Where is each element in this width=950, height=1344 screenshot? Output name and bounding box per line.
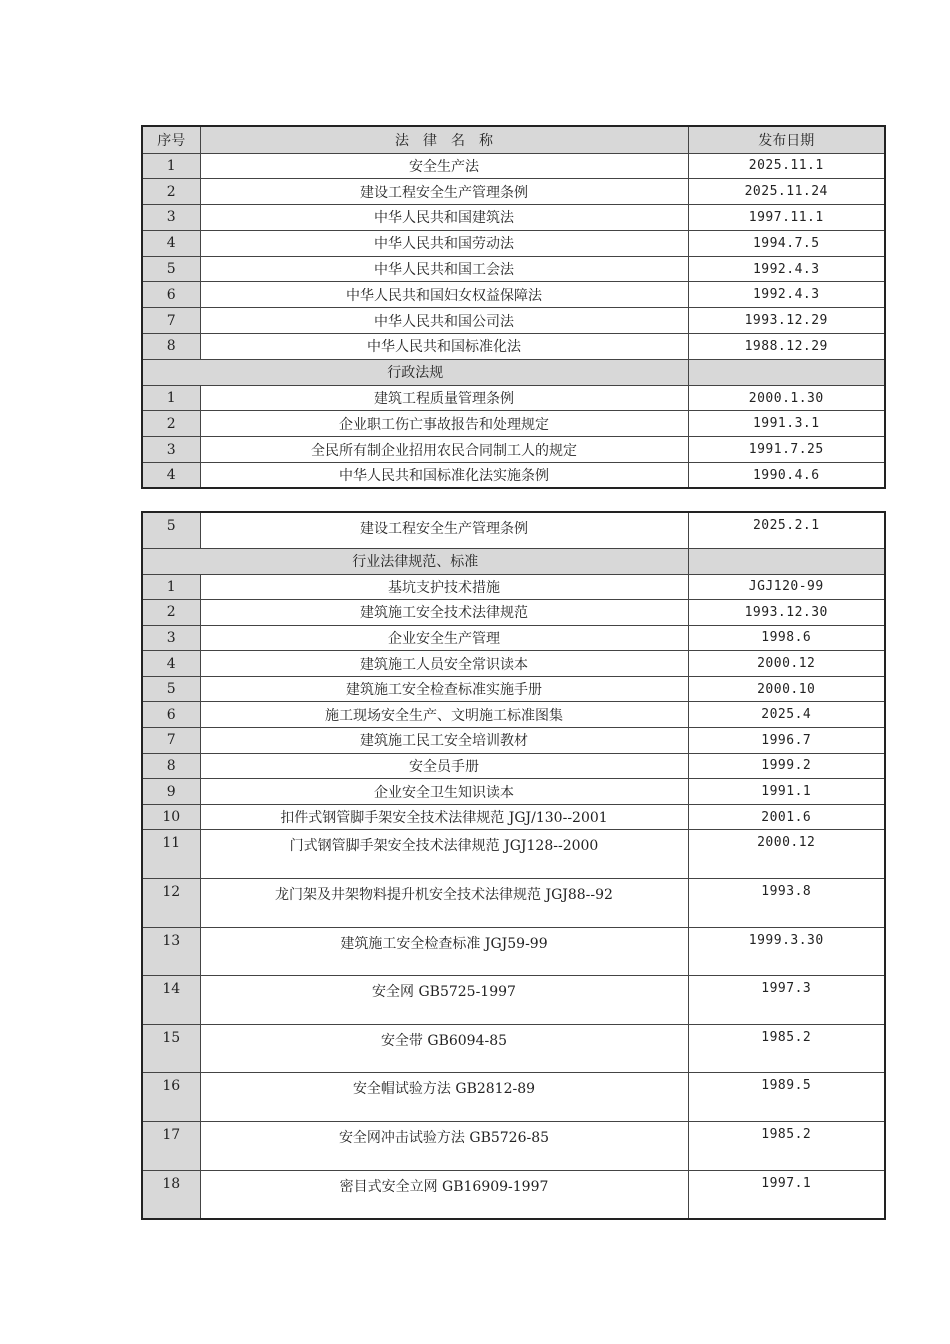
row-date: 1985.2 bbox=[688, 1024, 885, 1073]
row-number: 4 bbox=[142, 463, 200, 489]
row-name: 扣件式钢管脚手架安全技术法律规范 JGJ/130--2001 bbox=[200, 804, 688, 830]
row-date: 1990.4.6 bbox=[688, 463, 885, 489]
row-date: 2025.11.24 bbox=[688, 179, 885, 205]
row-date: 2000.1.30 bbox=[688, 385, 885, 411]
table-row bbox=[142, 308, 885, 334]
row-number: 5 bbox=[142, 512, 200, 548]
section-row bbox=[142, 548, 885, 574]
row-name: 基坑支护技术措施 bbox=[200, 574, 688, 600]
row-date: 1997.11.1 bbox=[688, 205, 885, 231]
row-name: 安全网 GB5725-1997 bbox=[200, 976, 688, 1025]
section-title: 行政法规 bbox=[142, 359, 688, 385]
table-row bbox=[142, 1073, 885, 1122]
row-name: 安全生产法 bbox=[200, 153, 688, 179]
table-row bbox=[142, 728, 885, 754]
row-date: 2000.12 bbox=[688, 830, 885, 879]
row-number: 6 bbox=[142, 282, 200, 308]
table-row bbox=[142, 804, 885, 830]
table-row bbox=[142, 753, 885, 779]
row-name: 企业安全生产管理 bbox=[200, 625, 688, 651]
row-date: 1993.12.30 bbox=[688, 600, 885, 626]
row-name: 密目式安全立网 GB16909-1997 bbox=[200, 1170, 688, 1219]
row-number: 1 bbox=[142, 574, 200, 600]
row-name: 建筑施工安全检查标准 JGJ59-99 bbox=[200, 927, 688, 976]
row-number: 8 bbox=[142, 334, 200, 360]
row-name: 中华人民共和国建筑法 bbox=[200, 205, 688, 231]
row-date: 2025.11.1 bbox=[688, 153, 885, 179]
row-number: 18 bbox=[142, 1170, 200, 1219]
row-number: 2 bbox=[142, 179, 200, 205]
row-name: 企业职工伤亡事故报告和处理规定 bbox=[200, 411, 688, 437]
row-name: 施工现场安全生产、文明施工标准图集 bbox=[200, 702, 688, 728]
row-name: 中华人民共和国妇女权益保障法 bbox=[200, 282, 688, 308]
table-row bbox=[142, 385, 885, 411]
row-date: 1991.3.1 bbox=[688, 411, 885, 437]
table-row bbox=[142, 574, 885, 600]
table-row bbox=[142, 779, 885, 805]
row-number: 9 bbox=[142, 779, 200, 805]
table-row bbox=[142, 334, 885, 360]
row-date: 1992.4.3 bbox=[688, 282, 885, 308]
row-name: 门式钢管脚手架安全技术法律规范 JGJ128--2000 bbox=[200, 830, 688, 879]
row-number: 5 bbox=[142, 256, 200, 282]
table-row bbox=[142, 927, 885, 976]
row-date: 1989.5 bbox=[688, 1073, 885, 1122]
row-date: 2025.4 bbox=[688, 702, 885, 728]
table-row bbox=[142, 600, 885, 626]
row-number: 15 bbox=[142, 1024, 200, 1073]
header-name: 法 律 名 称 bbox=[200, 126, 688, 153]
row-name: 安全带 GB6094-85 bbox=[200, 1024, 688, 1073]
row-name: 安全帽试验方法 GB2812-89 bbox=[200, 1073, 688, 1122]
row-date: 1998.6 bbox=[688, 625, 885, 651]
header-num: 序号 bbox=[142, 126, 200, 153]
row-name: 安全员手册 bbox=[200, 753, 688, 779]
row-date: 1992.4.3 bbox=[688, 256, 885, 282]
row-date: 1997.1 bbox=[688, 1170, 885, 1219]
row-number: 3 bbox=[142, 625, 200, 651]
table-row bbox=[142, 676, 885, 702]
row-name: 建筑施工民工安全培训教材 bbox=[200, 728, 688, 754]
row-number: 8 bbox=[142, 753, 200, 779]
row-name: 中华人民共和国劳动法 bbox=[200, 230, 688, 256]
table-row bbox=[142, 437, 885, 463]
row-date: 1988.12.29 bbox=[688, 334, 885, 360]
table-row bbox=[142, 702, 885, 728]
table-row bbox=[142, 205, 885, 231]
row-number: 3 bbox=[142, 205, 200, 231]
row-number: 5 bbox=[142, 676, 200, 702]
row-date: 1993.12.29 bbox=[688, 308, 885, 334]
row-date: 1996.7 bbox=[688, 728, 885, 754]
row-name: 中华人民共和国工会法 bbox=[200, 256, 688, 282]
row-name: 中华人民共和国标准化法 bbox=[200, 334, 688, 360]
table-row bbox=[142, 179, 885, 205]
table-row bbox=[142, 976, 885, 1025]
row-name: 全民所有制企业招用农民合同制工人的规定 bbox=[200, 437, 688, 463]
table-row bbox=[142, 1122, 885, 1171]
row-name: 中华人民共和国公司法 bbox=[200, 308, 688, 334]
row-number: 4 bbox=[142, 651, 200, 677]
row-number: 6 bbox=[142, 702, 200, 728]
table-row bbox=[142, 1170, 885, 1219]
row-name: 建设工程安全生产管理条例 bbox=[200, 512, 688, 548]
row-number: 12 bbox=[142, 879, 200, 928]
row-name: 中华人民共和国标准化法实施条例 bbox=[200, 463, 688, 489]
table-row bbox=[142, 411, 885, 437]
row-date: 2000.12 bbox=[688, 651, 885, 677]
row-number: 16 bbox=[142, 1073, 200, 1122]
section-title: 行业法律规范、标准 bbox=[142, 548, 688, 574]
table1-body bbox=[142, 126, 885, 488]
row-date: 1994.7.5 bbox=[688, 230, 885, 256]
table-row bbox=[142, 879, 885, 928]
table-row bbox=[142, 230, 885, 256]
row-date: 2001.6 bbox=[688, 804, 885, 830]
row-number: 1 bbox=[142, 153, 200, 179]
table-row bbox=[142, 463, 885, 489]
row-number: 3 bbox=[142, 437, 200, 463]
row-name: 安全网冲击试验方法 GB5726-85 bbox=[200, 1122, 688, 1171]
row-number: 7 bbox=[142, 728, 200, 754]
table-row bbox=[142, 282, 885, 308]
row-number: 2 bbox=[142, 411, 200, 437]
table-row bbox=[142, 651, 885, 677]
row-name: 建筑施工安全检查标准实施手册 bbox=[200, 676, 688, 702]
row-name: 企业安全卫生知识读本 bbox=[200, 779, 688, 805]
row-number: 1 bbox=[142, 385, 200, 411]
table-header-row bbox=[142, 126, 885, 153]
row-name: 建筑施工安全技术法律规范 bbox=[200, 600, 688, 626]
table-row bbox=[142, 512, 885, 548]
header-date: 发布日期 bbox=[688, 126, 885, 153]
section-date-blank bbox=[688, 548, 885, 574]
row-date: 1997.3 bbox=[688, 976, 885, 1025]
table-row bbox=[142, 830, 885, 879]
row-date: 1993.8 bbox=[688, 879, 885, 928]
table-row bbox=[142, 256, 885, 282]
row-date: 1999.3.30 bbox=[688, 927, 885, 976]
row-date: JGJ120-99 bbox=[688, 574, 885, 600]
row-number: 10 bbox=[142, 804, 200, 830]
row-date: 1991.1 bbox=[688, 779, 885, 805]
row-number: 7 bbox=[142, 308, 200, 334]
table2-body bbox=[142, 512, 885, 1219]
row-date: 2025.2.1 bbox=[688, 512, 885, 548]
row-name: 建筑工程质量管理条例 bbox=[200, 385, 688, 411]
row-date: 1985.2 bbox=[688, 1122, 885, 1171]
row-number: 4 bbox=[142, 230, 200, 256]
row-date: 1991.7.25 bbox=[688, 437, 885, 463]
table-row bbox=[142, 153, 885, 179]
section-row bbox=[142, 359, 885, 385]
row-number: 14 bbox=[142, 976, 200, 1025]
row-number: 2 bbox=[142, 600, 200, 626]
laws-table-part-1 bbox=[141, 125, 886, 489]
table-row bbox=[142, 625, 885, 651]
row-number: 17 bbox=[142, 1122, 200, 1171]
row-date: 1999.2 bbox=[688, 753, 885, 779]
row-number: 11 bbox=[142, 830, 200, 879]
row-name: 龙门架及井架物料提升机安全技术法律规范 JGJ88--92 bbox=[200, 879, 688, 928]
table-row bbox=[142, 1024, 885, 1073]
row-number: 13 bbox=[142, 927, 200, 976]
laws-table-part-2 bbox=[141, 511, 886, 1220]
row-name: 建筑施工人员安全常识读本 bbox=[200, 651, 688, 677]
row-date: 2000.10 bbox=[688, 676, 885, 702]
row-name: 建设工程安全生产管理条例 bbox=[200, 179, 688, 205]
section-date-blank bbox=[688, 359, 885, 385]
